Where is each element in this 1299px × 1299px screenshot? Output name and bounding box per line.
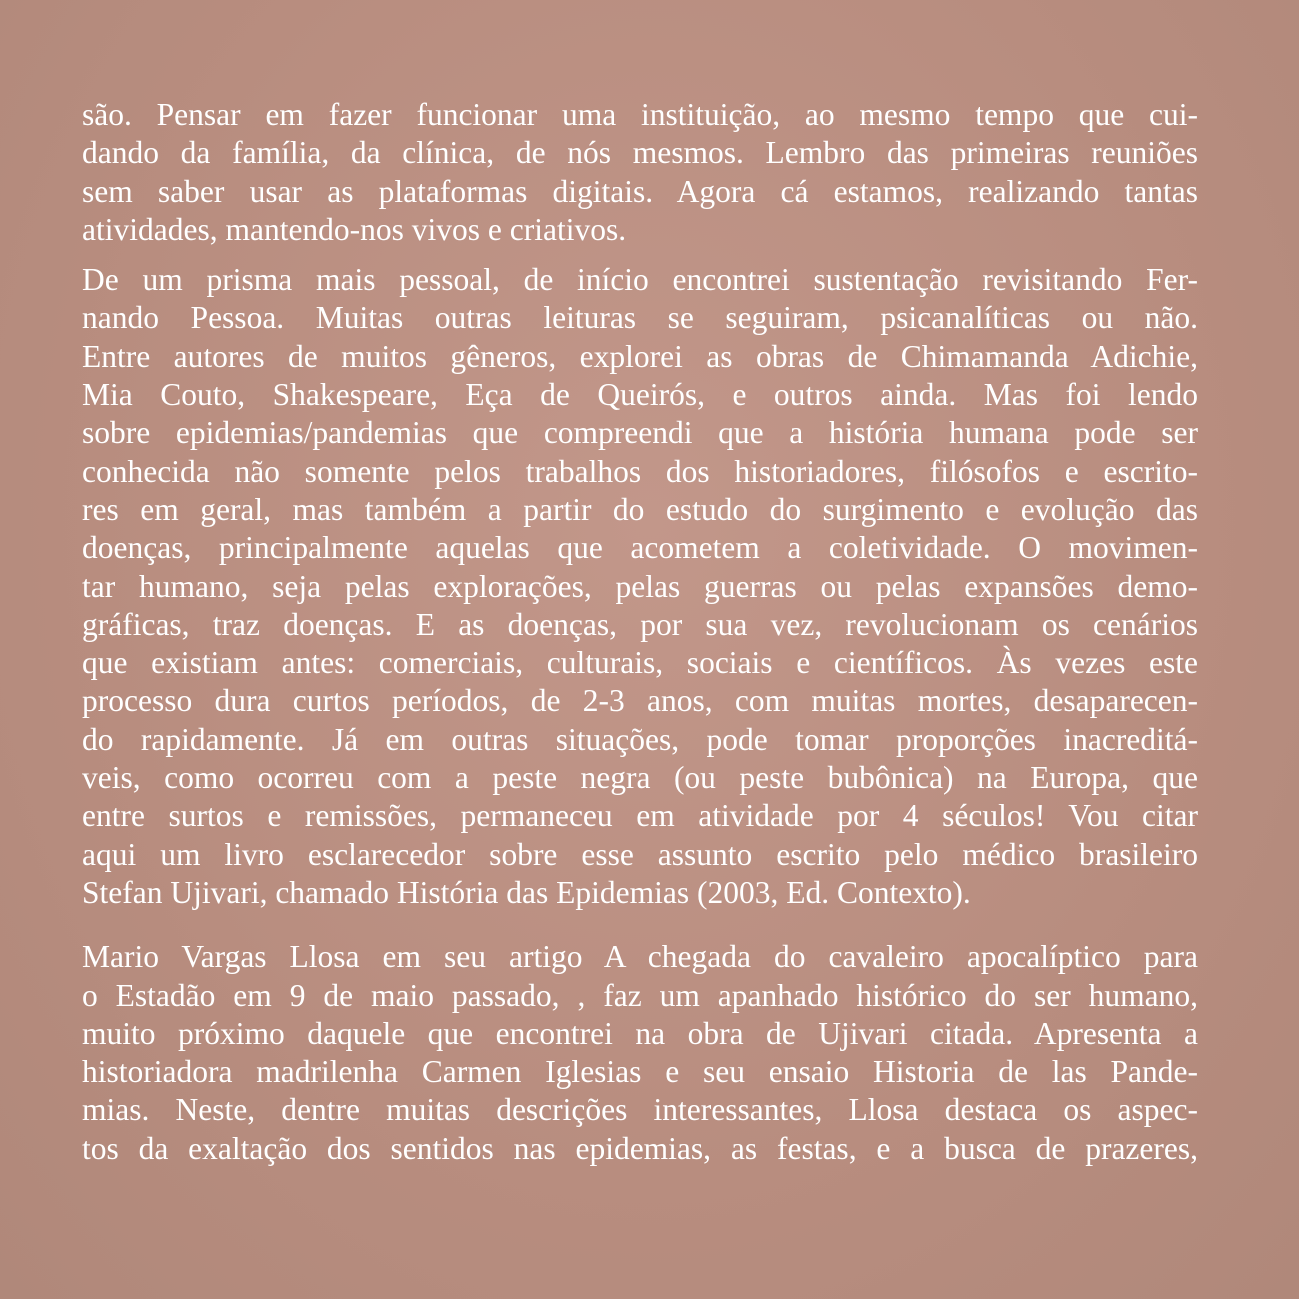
text-line: tos da exaltação dos sentidos nas epidemias, as festas, e a busca de prazeres, (82, 1130, 1198, 1166)
text-line: nando Pessoa. Muitas outras leituras se seguiram, psicanalíticas ou não. (82, 300, 1198, 336)
text-line: o Estadão em 9 de maio passado, , faz um apanhado histórico do ser humano, (82, 977, 1198, 1013)
text-line: gráficas, traz doenças. E as doenças, por sua vez, revolucionam os cenários (82, 606, 1198, 642)
text-line: Entre autores de muitos gêneros, explorei as obras de Chimamanda Adichie, (82, 338, 1198, 374)
text-line: processo dura curtos períodos, de 2-3 anos, com muitas mortes, desaparecen- (82, 683, 1198, 719)
text-line: veis, como ocorreu com a peste negra (ou peste bubônica) na Europa, que (82, 760, 1198, 796)
text-line: aqui um livro esclarecedor sobre esse assunto escrito pelo médico brasileiro (82, 836, 1198, 872)
text-line: mias. Neste, dentre muitas descrições interessantes, Llosa destaca os aspec- (82, 1092, 1198, 1128)
text-line: conhecida não somente pelos trabalhos dos historiadores, filósofos e escrito- (82, 453, 1198, 489)
text-line: historiadora madrilenha Carmen Iglesias e seu ensaio Historia de las Pande- (82, 1054, 1198, 1090)
text-line: sem saber usar as plataformas digitais. Agora cá estamos, realizando tantas (82, 173, 1198, 209)
text-line: entre surtos e remissões, permaneceu em atividade por 4 séculos! Vou citar (82, 798, 1198, 834)
text-line: doenças, principalmente aquelas que acometem a coletividade. O movimen- (82, 530, 1198, 566)
text-line: res em geral, mas também a partir do estudo do surgimento e evolução das (82, 491, 1198, 527)
text-line: são. Pensar em fazer funcionar uma instituição, ao mesmo tempo que cui- (82, 97, 1198, 132)
text-line: atividades, mantendo-nos vivos e criativos. (82, 211, 627, 247)
text-line: que existiam antes: comerciais, culturais, sociais e científicos. Às vezes este (82, 645, 1198, 681)
text-line: De um prisma mais pessoal, de início encontrei sustentação revisitando Fer- (82, 262, 1198, 298)
text-line: do rapidamente. Já em outras situações, pode tomar proporções inacreditá- (82, 721, 1198, 757)
paragraph (82, 938, 1198, 1168)
text-line: dando da família, da clínica, de nós mesmos. Lembro das primeiras reuniões (82, 135, 1198, 171)
text-line: sobre epidemias/pandemias que compreendi que a história humana pode ser (82, 415, 1198, 451)
text-line: Mia Couto, Shakespeare, Eça de Queirós, e outros ainda. Mas foi lendo (82, 377, 1198, 413)
text-line: Mario Vargas Llosa em seu artigo A chegada do cavaleiro apocalíptico para (82, 939, 1198, 975)
document-page (82, 96, 1198, 1168)
paragraph (82, 261, 1198, 912)
paragraph (82, 96, 1198, 249)
text-line: Stefan Ujivari, chamado História das Epidemias (2003, Ed. Contexto). (82, 874, 971, 910)
text-line: muito próximo daquele que encontrei na obra de Ujivari citada. Apresenta a (82, 1015, 1198, 1051)
text-line: tar humano, seja pelas explorações, pelas guerras ou pelas expansões demo- (82, 568, 1198, 604)
